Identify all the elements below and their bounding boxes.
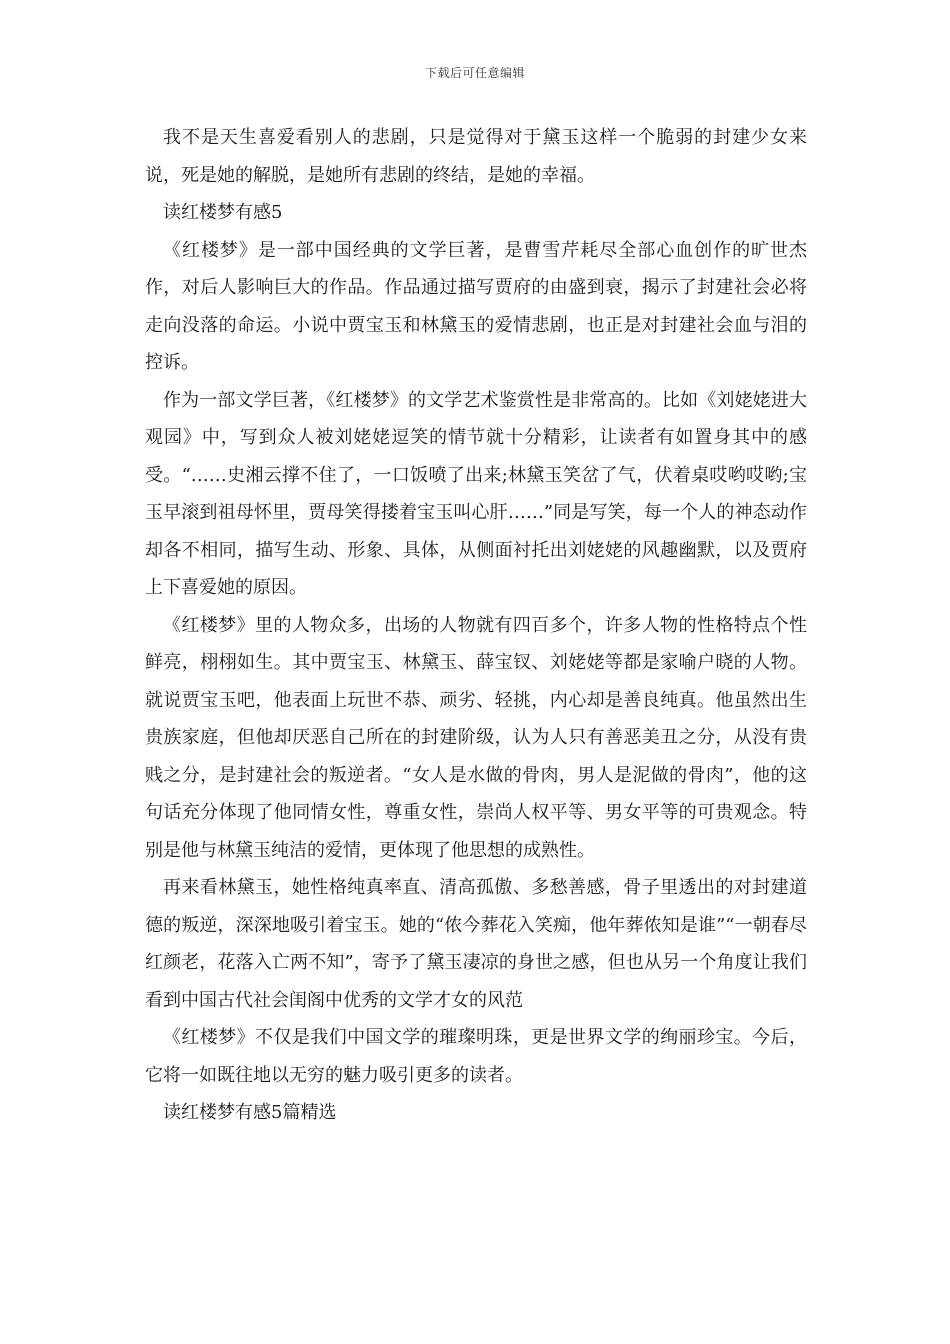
paragraph-overview: 《红楼梦》是一部中国经典的文学巨著，是曹雪芹耗尽全部心血创作的旷世杰作，对后人影响巨大的作品。作品通过描写贾府的由盛到衰，揭示了封建社会必将走向没落的命运。小说中贾宝玉和林黛玉的爱情悲剧，也正是对封建社会血与泪的控诉。 — [145, 239, 807, 373]
closing-title: 读红楼梦有感5篇精选 — [163, 1102, 337, 1123]
paragraph-intro: 我不是天生喜爱看别人的悲剧，只是觉得对于黛玉这样一个脆弱的封建少女来说，死是她的解脱，是她所有悲剧的终结，是她的幸福。 — [145, 127, 807, 186]
paragraph-daiyu: 再来看林黛玉，她性格纯真率直、清高孤傲、多愁善感，骨子里透出的对封建道德的叛逆，深深地吸引着宝玉。她的“侬今葬花入笑痴，他年葬侬知是谁”“一朝春尽红颜老，花落入亡两不知”，寄予了黛玉凄凉的身世之感，但也从另一个角度让我们看到中国古代社会闺阁中优秀的文学才女的风范 — [145, 877, 807, 1011]
header-note: 下载后可任意编辑 — [424, 66, 525, 80]
paragraph-characters: 《红楼梦》里的人物众多，出场的人物就有四百多个，许多人物的性格特点个性鲜亮，栩栩如生。其中贾宝玉、林黛玉、薛宝钗、刘姥姥等都是家喻户晓的人物。就说贾宝玉吧，他表面上玩世不恭、顽劣、轻挑，内心却是善良纯真。他虽然出生贵族家庭，但他却厌恶自己所在的封建阶级，认为人只有善恶美丑之分，从没有贵贱之分，是封建社会的叛逆者。“女人是水做的骨肉，男人是泥做的骨肉”，他的这句话充分体现了他同情女性，尊重女性，崇尚人权平等、男女平等的可贵观念。特别是他与林黛玉纯洁的爱情，更体现了他思想的成熟性。 — [145, 614, 807, 861]
paragraph-artistry: 作为一部文学巨著，《红楼梦》的文学艺术鉴赏性是非常高的。比如《刘姥姥进大观园》中，写到众人被刘姥姥逗笑的情节就十分精彩，让读者有如置身其中的感受。“……史湘云撑不住了，一口饭喷了出来;林黛玉笑岔了气，伏着桌哎哟哎哟;宝玉早滚到祖母怀里，贾母笑得搂着宝玉叫心肝……”同是写笑，每一个人的神态动作却各不相同，描写生动、形象、具体，从侧面衬托出刘姥姥的风趣幽默，以及贾府上下喜爱她的原因。 — [145, 389, 807, 598]
paragraph-conclusion: 《红楼梦》不仅是我们中国文学的璀璨明珠，更是世界文学的绚丽珍宝。今后，它将一如既往地以无穷的魅力吸引更多的读者。 — [145, 1027, 807, 1086]
document-body — [145, 119, 807, 1132]
section-heading-5: 读红楼梦有感5 — [163, 202, 283, 223]
